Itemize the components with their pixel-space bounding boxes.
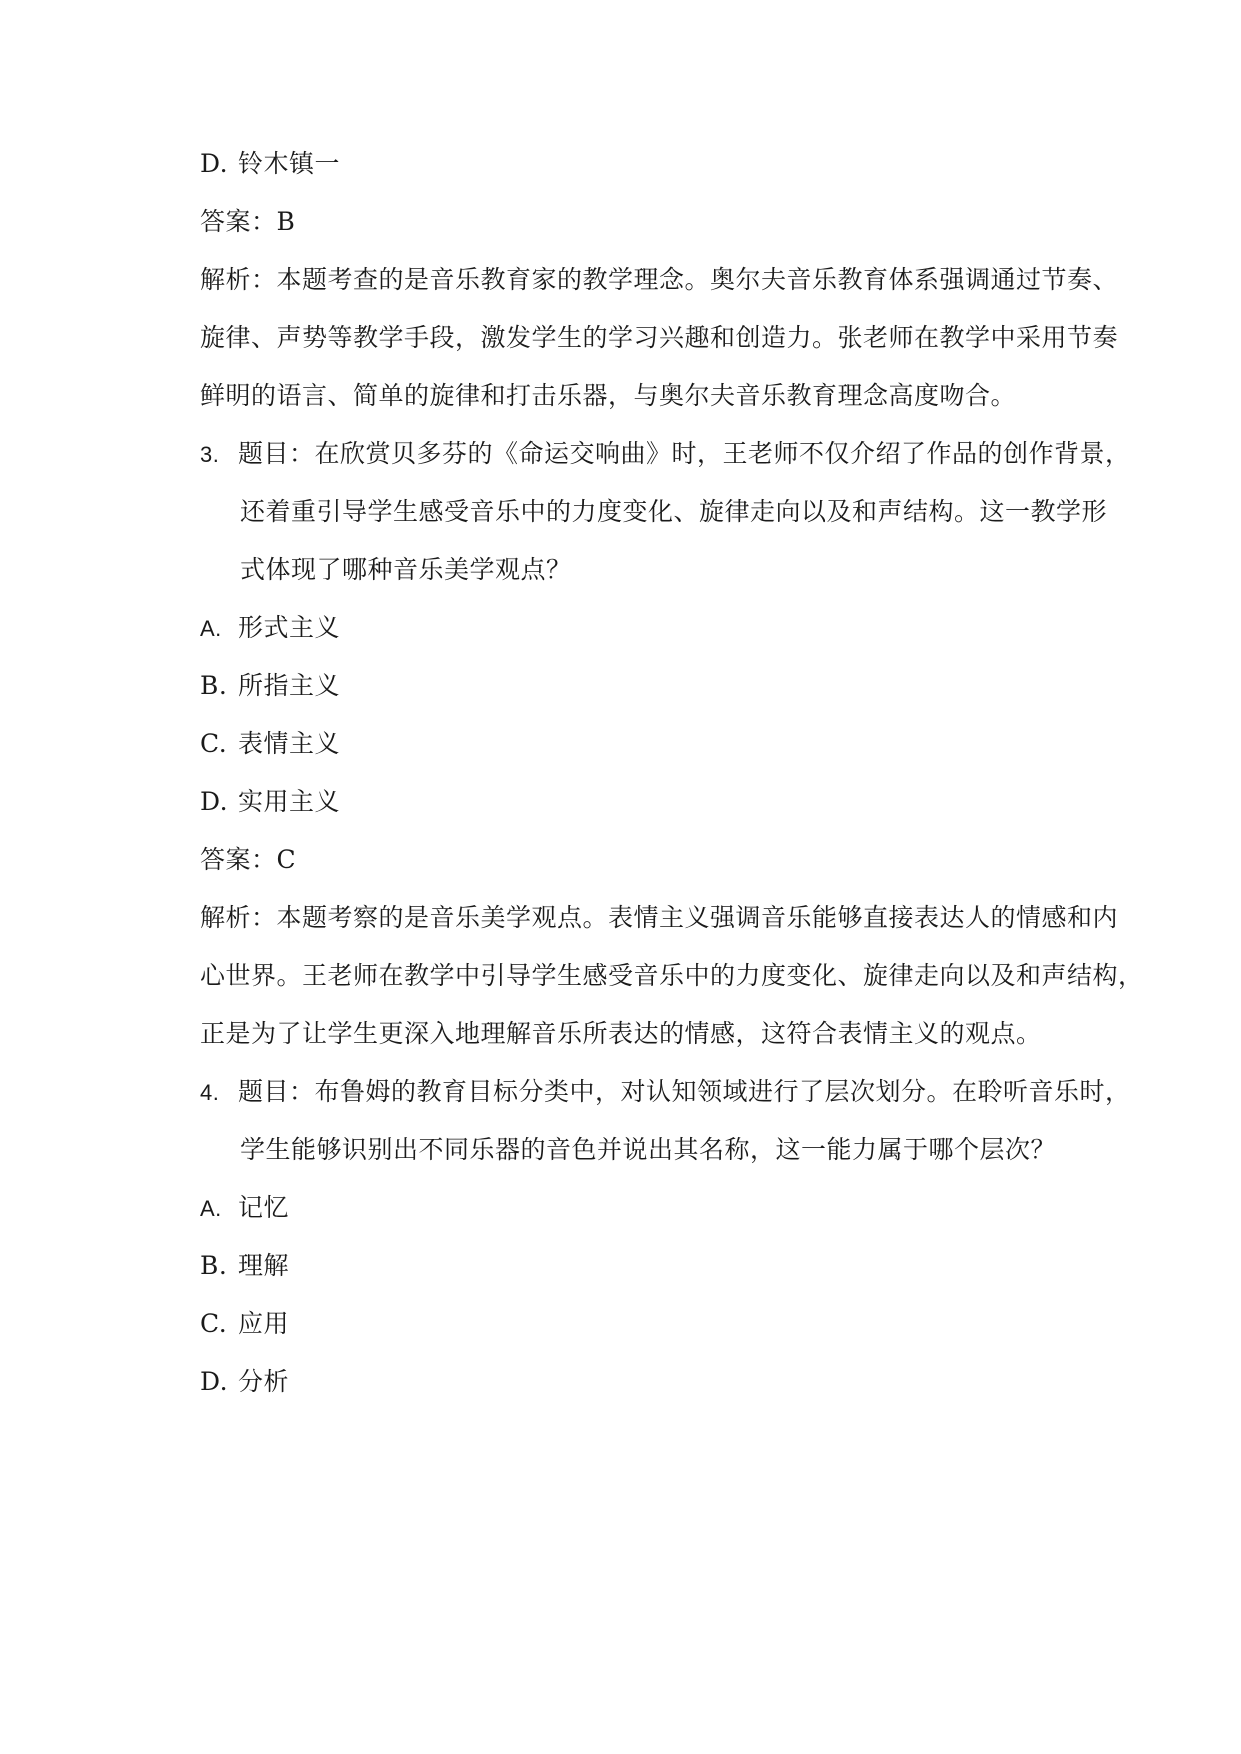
option-d (200, 786, 340, 818)
option-text: 分析 (238, 1367, 290, 1396)
option-d (200, 1366, 289, 1398)
option-c (200, 1308, 289, 1340)
option-text: 理解 (238, 1251, 290, 1280)
question-number: 4. (200, 1080, 220, 1105)
option-text: 记忆 (238, 1193, 290, 1222)
option-c (200, 728, 340, 760)
question-3-line (200, 438, 1131, 471)
question-text: 还着重引导学生感受音乐中的力度变化、旋律走向以及和声结构。这一教学形 (240, 497, 1108, 526)
answer-line: 答案：B (200, 207, 296, 236)
analysis-line: 鲜明的语言、简单的旋律和打击乐器，与奥尔夫音乐教育理念高度吻合。 (200, 381, 1017, 410)
option-letter: A. (200, 616, 222, 641)
option-text: 表情主义 (238, 729, 341, 758)
question-number: 3. (200, 442, 220, 467)
option-a (200, 1192, 289, 1225)
option-letter: D. (200, 787, 229, 816)
option-letter: A. (200, 1196, 222, 1221)
answer-line: 答案：C (200, 845, 297, 874)
question-text: 式体现了哪种音乐美学观点？ (240, 555, 572, 584)
question-text: 题目：布鲁姆的教育目标分类中，对认知领域进行了层次划分。在聆听音乐时， (238, 1077, 1131, 1106)
option-text: 所指主义 (238, 671, 341, 700)
option-letter: C. (200, 1309, 228, 1338)
analysis-line: 解析：本题考查的是音乐教育家的教学理念。奥尔夫音乐教育体系强调通过节奏、 (200, 265, 1119, 294)
analysis-line: 正是为了让学生更深入地理解音乐所表达的情感，这符合表情主义的观点。 (200, 1019, 1042, 1048)
analysis-line: 心世界。王老师在教学中引导学生感受音乐中的力度变化、旋律走向以及和声结构， (200, 961, 1144, 990)
option-d (200, 148, 340, 180)
option-letter: B. (200, 671, 228, 700)
option-text: 形式主义 (238, 613, 341, 642)
option-a (200, 612, 340, 645)
question-text: 学生能够识别出不同乐器的音色并说出其名称，这一能力属于哪个层次？ (240, 1135, 1057, 1164)
option-letter: C. (200, 729, 228, 758)
option-letter: D. (200, 149, 229, 178)
option-text: 应用 (238, 1309, 290, 1338)
question-4-line (200, 1076, 1131, 1109)
option-text: 铃木镇一 (238, 149, 341, 178)
option-b (200, 1250, 289, 1282)
question-text: 题目：在欣赏贝多芬的《命运交响曲》时，王老师不仅介绍了作品的创作背景， (238, 439, 1131, 468)
option-b (200, 670, 340, 702)
option-letter: B. (200, 1251, 228, 1280)
analysis-line: 旋律、声势等教学手段，激发学生的学习兴趣和创造力。张老师在教学中采用节奏 (200, 323, 1119, 352)
analysis-line: 解析：本题考察的是音乐美学观点。表情主义强调音乐能够直接表达人的情感和内 (200, 903, 1119, 932)
option-text: 实用主义 (238, 787, 341, 816)
option-letter: D. (200, 1367, 229, 1396)
